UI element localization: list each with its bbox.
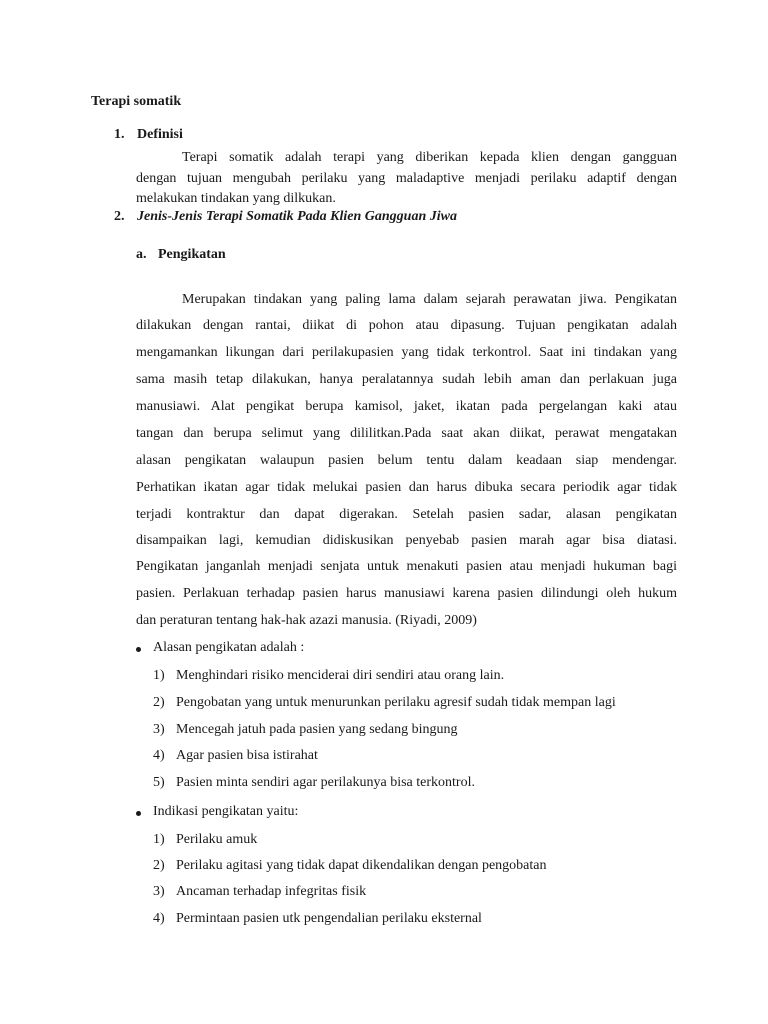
list-item-number: 3): [153, 884, 165, 899]
subsection-a-letter: a.: [136, 247, 147, 262]
definition-line: melakukan tindakan yang dilkukan.: [136, 191, 336, 206]
definition-line: dengan tujuan mengubah perilaku yang maladaptive menjadi perilaku adaptif dengan: [136, 171, 677, 186]
paragraph-line: Pengikatan janganlah menjadi senjata untuk menakuti pasien atau menjadi hukuman bagi: [136, 559, 677, 574]
section-1-number: 1.: [114, 127, 125, 142]
subsection-a-heading: Pengikatan: [158, 247, 226, 262]
paragraph-line: mengamankan likungan dari perilakupasien yang tidak terkontrol. Saat ini tindakan yang: [136, 345, 677, 360]
indikasi-heading: Indikasi pengikatan yaitu:: [153, 804, 299, 819]
paragraph-line: tangan dan berupa selimut yang dililitkan.Pada saat akan diikat, perawat mengatakan: [136, 426, 677, 441]
document-title: Terapi somatik: [91, 94, 182, 109]
list-item: Mencegah jatuh pada pasien yang sedang bingung: [176, 722, 458, 737]
section-1-heading: Definisi: [137, 127, 183, 142]
paragraph-line: sama masih tetap dilakukan, hanya peralatannya sudah lebih aman dan perlakuan juga: [136, 372, 677, 387]
list-item: Agar pasien bisa istirahat: [176, 748, 318, 763]
list-item: Pengobatan yang untuk menurunkan perilaku agresif sudah tidak mempan lagi: [176, 695, 616, 710]
list-item-number: 2): [153, 858, 165, 873]
bullet-icon: [136, 811, 141, 816]
bullet-icon: [136, 647, 141, 652]
list-item-number: 1): [153, 832, 165, 847]
paragraph-line: dan peraturan tentang hak-hak azazi manusia. (Riyadi, 2009): [136, 613, 477, 628]
definition-line: Terapi somatik adalah terapi yang diberikan kepada klien dengan gangguan: [182, 150, 677, 165]
paragraph-line: Perhatikan ikatan agar tidak melukai pasien dan harus dibuka secara periodik agar tidak: [136, 480, 677, 495]
list-item-number: 4): [153, 748, 165, 763]
paragraph-line: disampaikan lagi, kemudian didiskusikan penyebab pasien marah agar bisa diatasi.: [136, 533, 677, 548]
section-2-number: 2.: [114, 209, 125, 224]
list-item-number: 5): [153, 775, 165, 790]
list-item: Permintaan pasien utk pengendalian perilaku eksternal: [176, 911, 482, 926]
list-item: Perilaku agitasi yang tidak dapat dikendalikan dengan pengobatan: [176, 858, 547, 873]
section-2-heading: Jenis-Jenis Terapi Somatik Pada Klien Gangguan Jiwa: [137, 209, 457, 224]
alasan-heading: Alasan pengikatan adalah :: [153, 640, 305, 655]
paragraph-line: terjadi kontraktur dan dapat digerakan. Setelah pasien sadar, alasan pengikatan: [136, 507, 677, 522]
paragraph-line: alasan pengikatan walaupun pasien belum tentu dalam keadaan siap mendengar.: [136, 453, 677, 468]
list-item: Pasien minta sendiri agar perilakunya bisa terkontrol.: [176, 775, 475, 790]
list-item-number: 4): [153, 911, 165, 926]
paragraph-line: dilakukan dengan rantai, diikat di pohon atau dipasung. Tujuan pengikatan adalah: [136, 318, 677, 333]
list-item: Ancaman terhadap infegritas fisik: [176, 884, 367, 899]
paragraph-line: pasien. Perlakuan terhadap pasien harus manusiawi karena pasien dilindungi oleh hukum: [136, 586, 677, 601]
list-item-number: 2): [153, 695, 165, 710]
paragraph-line: manusiawi. Alat pengikat berupa kamisol, jaket, ikatan pada pergelangan kaki atau: [136, 399, 677, 414]
list-item: Perilaku amuk: [176, 832, 258, 847]
list-item-number: 3): [153, 722, 165, 737]
list-item: Menghindari risiko menciderai diri sendiri atau orang lain.: [176, 668, 505, 683]
paragraph-line: Merupakan tindakan yang paling lama dalam sejarah perawatan jiwa. Pengikatan: [182, 292, 677, 307]
list-item-number: 1): [153, 668, 165, 683]
